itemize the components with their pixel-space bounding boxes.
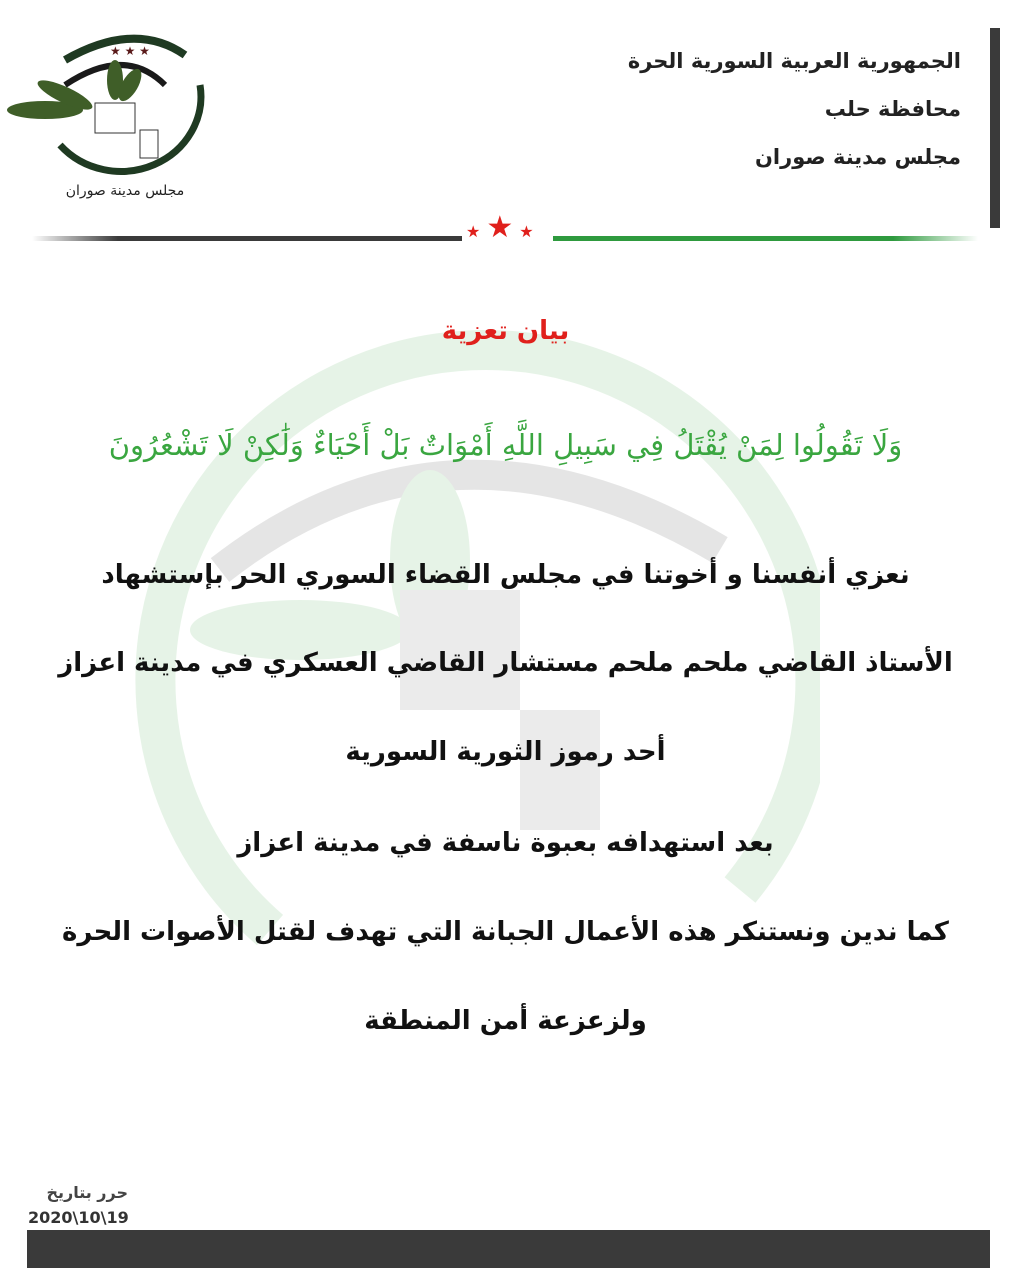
footer-bar — [27, 1230, 990, 1268]
logo-text: مجلس مدينة صوران — [65, 183, 185, 199]
body-line: بعد استهدافه بعبوة ناسفة في مدينة اعزاز — [237, 828, 774, 858]
body-line: الأستاذ القاضي ملحم ملحم مستشار القاضي العسكري في مدينة اعزاز — [58, 648, 953, 678]
body-line: كما ندين ونستنكر هذه الأعمال الجبانة التي تهدف لقتل الأصوات الحرة — [62, 917, 949, 947]
svg-text:★ ★ ★: ★ ★ ★ — [110, 44, 150, 58]
header-country: الجمهورية العربية السورية الحرة — [627, 49, 961, 73]
divider-stars-icon: ★ ★ ★ — [466, 210, 534, 245]
divider-green — [553, 236, 978, 241]
quran-verse: وَلَا تَقُولُوا لِمَنْ يُقْتَلُ فِي سَبِيلِ اللَّهِ أَمْوَاتٌ بَلْ أَحْيَاءٌ وَلَٰكِنْ لَا تَشْعُرُونَ — [108, 428, 903, 462]
date-label: حرر بتاريخ — [46, 1183, 128, 1202]
divider-dark — [32, 236, 462, 241]
header-council: مجلس مدينة صوران — [754, 145, 961, 169]
body-line: نعزي أنفسنا و أخوتنا في مجلس القضاء السوري الحر بإستشهاد — [101, 560, 910, 590]
header-governorate: محافظة حلب — [824, 97, 961, 121]
council-logo — [5, 25, 215, 205]
header-vertical-bar — [990, 28, 1000, 228]
body-line: أحد رموز الثورية السورية — [345, 737, 666, 767]
statement-title: بيان تعزية — [441, 316, 570, 346]
body-line: ولزعزعة أمن المنطقة — [364, 1006, 647, 1036]
date-value: 2020\10\19 — [28, 1208, 129, 1227]
